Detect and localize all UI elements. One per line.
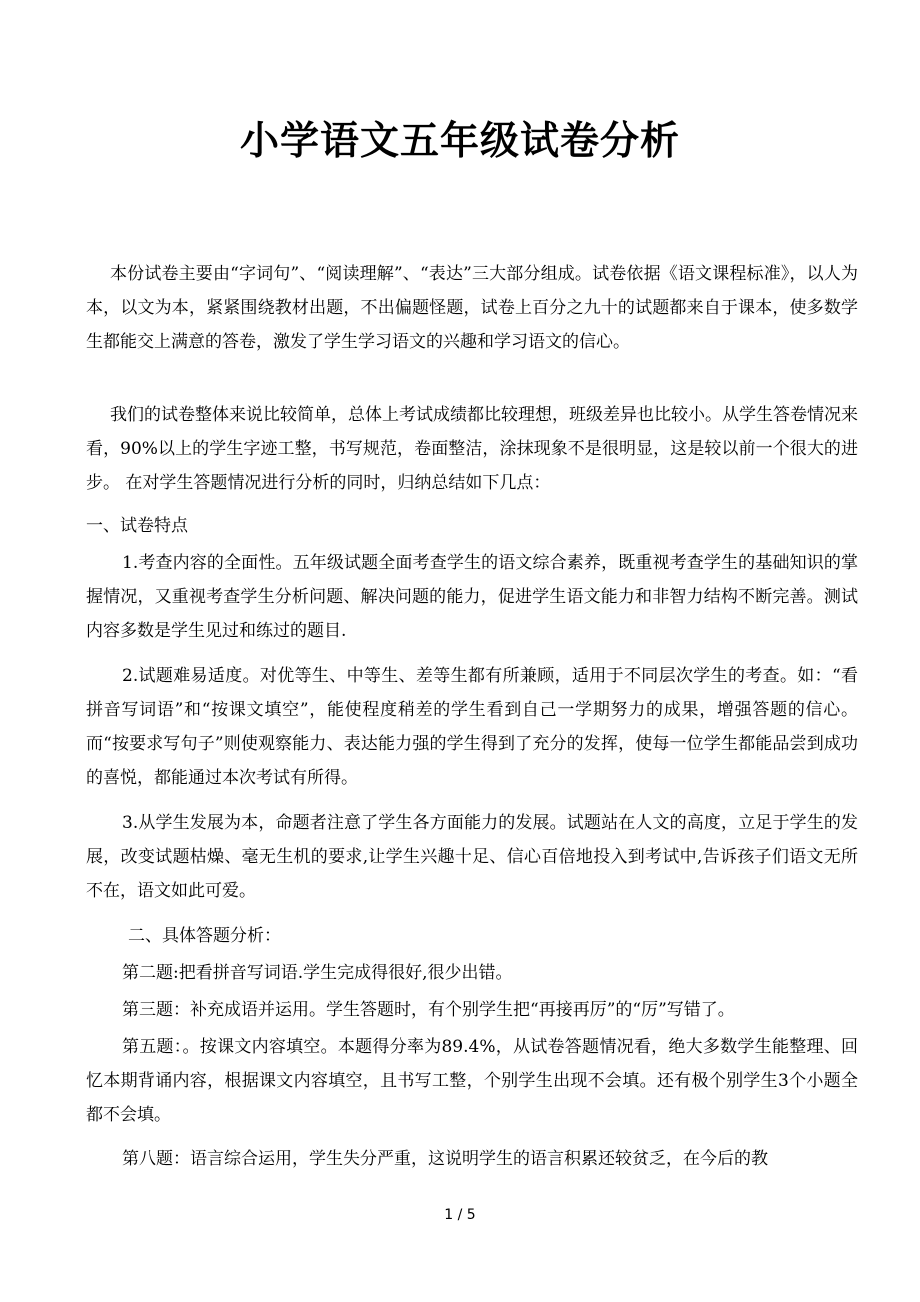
feature-paragraph-2: 2.试题难易适度。对优等生、中等生、差等生都有所兼顾，适用于不同层次学生的考查。如：“看拼音写词语”和“按课文填空”，能使程度稍差的学生看到自己一学期努力的成果，增强答题的信心。而“按要求写句子”则使观察能力、表达能力强的学生得到了充分的发挥，使每一位学生都能品尝到成功的喜悦，都能通过本次考试有所得。 bbox=[86, 666, 858, 788]
question-2-analysis: 第二题:把看拼音写词语.学生完成得很好,很少出错。 bbox=[122, 963, 513, 983]
document-title: 小学语文五年级试卷分析 bbox=[239, 119, 680, 164]
question-5-analysis: 第五题：。按课文内容填空。本题得分率为89.4%，从试卷答题情况看，绝大多数学生能整理、回忆本期背诵内容，根据课文内容填空，且书写工整，个别学生出现不会填。还有极个别学生3个小题全都不会填。 bbox=[86, 1037, 858, 1125]
section-heading-analysis: 二、具体答题分析： bbox=[128, 926, 281, 946]
question-3-analysis: 第三题：补充成语并运用。学生答题时，有个别学生把“再接再厉”的“厉”写错了。 bbox=[122, 1000, 735, 1020]
intro-paragraph: 本份试卷主要由“字词句”、“阅读理解”、“表达”三大部分组成。试卷依据《语文课程标准》，以人为本，以文为本，紧紧围绕教材出题，不出偏题怪题，试卷上百分之九十的试题都来自于课本，使多数学生都能交上满意的答卷，激发了学生学习语文的兴趣和学习语文的信心。 bbox=[86, 264, 858, 352]
feature-paragraph-1: 1.考查内容的全面性。五年级试题全面考查学生的语文综合素养，既重视考查学生的基础知识的掌握情况，又重视考查学生分析问题、解决问题的能力，促进学生语文能力和非智力结构不断完善。测试内容多数是学生见过和练过的题目. bbox=[86, 553, 858, 641]
feature-paragraph-3: 3.从学生发展为本，命题者注意了学生各方面能力的发展。试题站在人文的高度，立足于学生的发展，改变试题枯燥、毫无生机的要求,让学生兴趣十足、信心百倍地投入到考试中,告诉孩子们语文无所不在，语文如此可爱。 bbox=[86, 813, 858, 901]
overview-paragraph: 我们的试卷整体来说比较简单，总体上考试成绩都比较理想，班级差异也比较小。从学生答卷情况来看，90%以上的学生字迹工整，书写规范，卷面整洁，涂抹现象不是很明显，这是较以前一个很大的进步。 在对学生答题情况进行分析的同时，归纳总结如下几点： bbox=[86, 405, 858, 493]
page-number: 1 / 5 bbox=[444, 1207, 476, 1223]
question-8-analysis: 第八题：语言综合运用，学生失分严重，这说明学生的语言积累还较贫乏，在今后的教 bbox=[122, 1149, 768, 1169]
section-heading-features: 一、试卷特点 bbox=[86, 516, 188, 536]
